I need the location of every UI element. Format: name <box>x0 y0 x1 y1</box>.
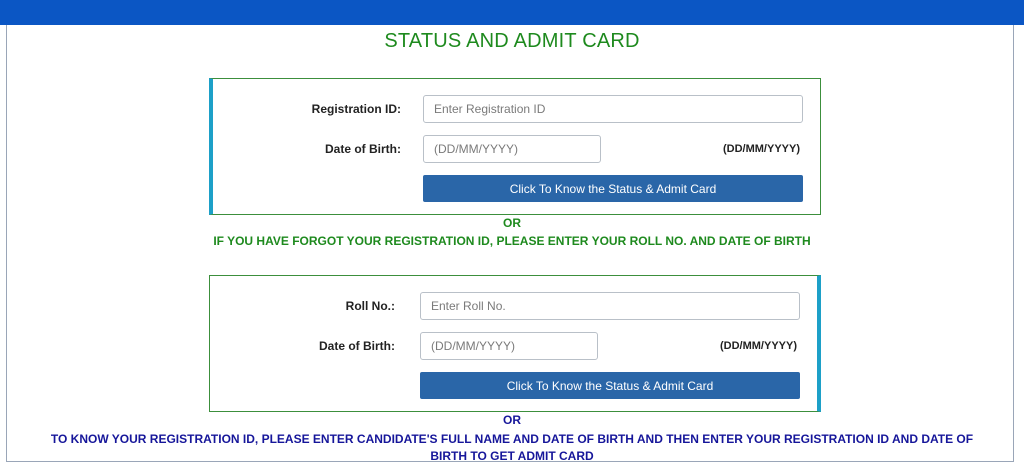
forgot-registration-note: IF YOU HAVE FORGOT YOUR REGISTRATION ID, PLEASE ENTER YOUR ROLL NO. AND DATE OF BIRTH <box>213 234 811 248</box>
dob-format-hint: (DD/MM/YYYY) <box>723 143 800 155</box>
know-status-button[interactable]: Click To Know the Status & Admit Card <box>420 372 800 399</box>
dob-label: Date of Birth: <box>319 339 395 353</box>
know-status-button[interactable]: Click To Know the Status & Admit Card <box>423 175 803 202</box>
registration-form-card <box>209 78 821 215</box>
or-separator: OR <box>503 216 521 230</box>
dob-format-hint: (DD/MM/YYYY) <box>720 340 797 352</box>
roll-no-input[interactable] <box>420 292 800 320</box>
dob-label: Date of Birth: <box>325 142 401 156</box>
dob-input[interactable] <box>420 332 598 360</box>
find-registration-note: TO KNOW YOUR REGISTRATION ID, PLEASE ENTER CANDIDATE'S FULL NAME AND DATE OF BIRTH AND THEN ENTER YOUR REGISTRATION ID AND DATE OF BIRTH TO GET ADMIT CARD <box>50 432 974 463</box>
registration-id-label: Registration ID: <box>311 102 401 116</box>
roll-no-label: Roll No.: <box>345 299 395 313</box>
dob-input[interactable] <box>423 135 601 163</box>
page-title: STATUS AND ADMIT CARD <box>384 30 640 52</box>
registration-id-input[interactable] <box>423 95 803 123</box>
top-header-bar <box>0 0 1024 25</box>
roll-number-form-card <box>209 275 821 412</box>
or-separator: OR <box>503 413 521 427</box>
